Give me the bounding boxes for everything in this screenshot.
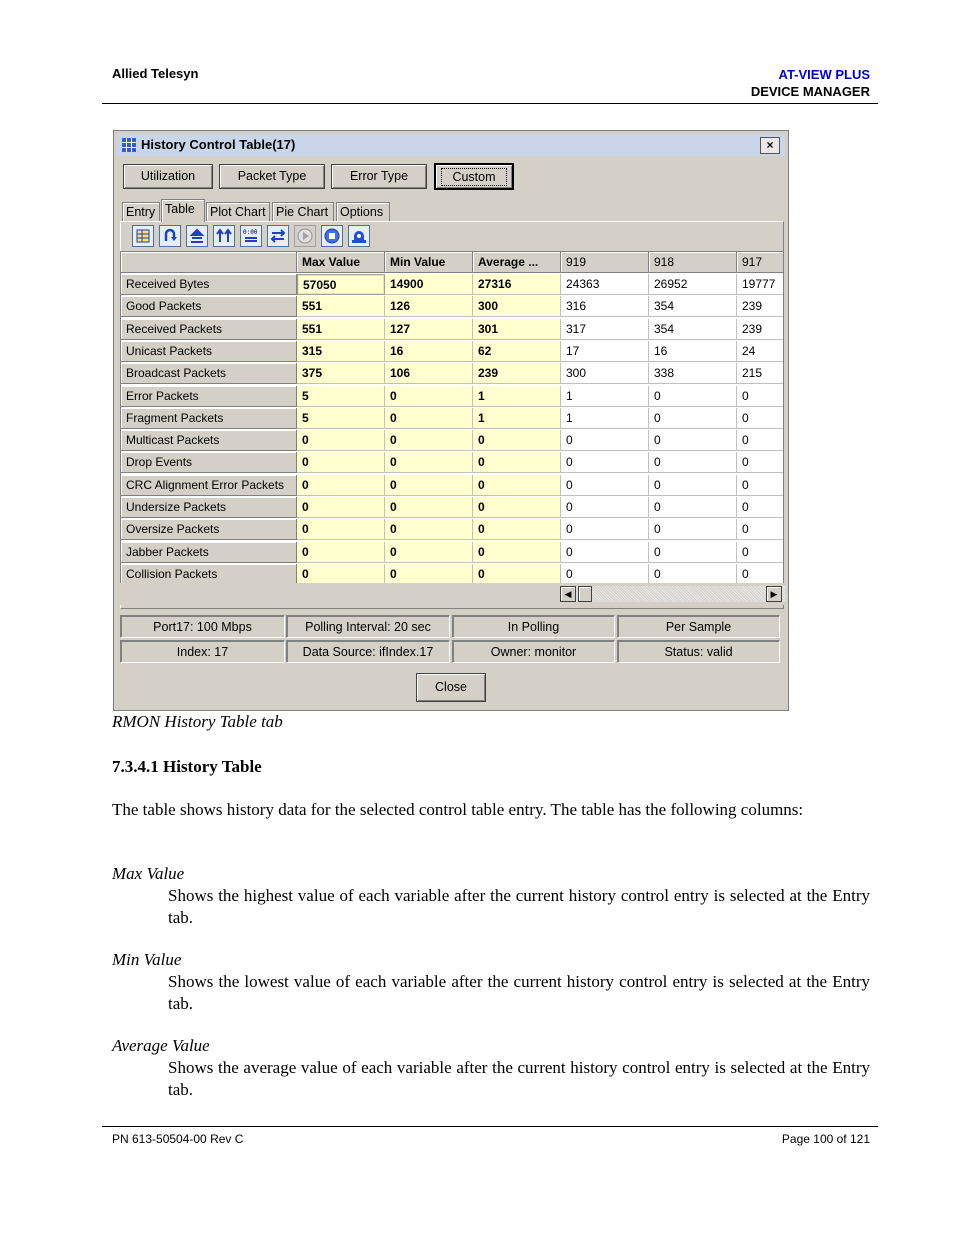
definition-text: Shows the lowest value of each variable after the current history control entry is selected at the Entry tab. xyxy=(168,972,870,1013)
stat-cell[interactable]: 0 xyxy=(473,564,561,585)
column-header[interactable]: Min Value xyxy=(385,252,473,273)
row-label[interactable]: Drop Events xyxy=(121,452,297,473)
sample-cell[interactable]: 1 xyxy=(561,408,649,429)
sample-cell[interactable]: 19777 xyxy=(737,274,784,295)
scroll-track[interactable] xyxy=(560,586,786,602)
close-icon[interactable]: × xyxy=(760,137,780,154)
sample-cell[interactable]: 0 xyxy=(737,408,784,429)
sort-icon[interactable] xyxy=(213,225,235,247)
stat-cell[interactable]: 0 xyxy=(385,564,473,585)
sample-cell[interactable]: 316 xyxy=(561,296,649,317)
stat-cell[interactable]: 5 xyxy=(297,386,385,407)
column-header[interactable]: 917 xyxy=(737,252,784,273)
stat-cell[interactable]: 0 xyxy=(385,430,473,451)
scroll-thumb[interactable] xyxy=(578,586,592,602)
sample-cell[interactable]: 0 xyxy=(649,430,737,451)
section-heading: 7.3.4.1 History Table xyxy=(112,757,262,776)
stop-icon[interactable] xyxy=(321,225,343,247)
sample-cell[interactable]: 338 xyxy=(649,363,737,384)
sample-cell[interactable]: 24 xyxy=(737,341,784,362)
header-rule xyxy=(102,103,878,104)
sample-cell[interactable]: 239 xyxy=(737,319,784,340)
stat-cell[interactable]: 1 xyxy=(473,386,561,407)
stat-cell[interactable]: 0 xyxy=(297,542,385,563)
stat-cell[interactable]: 0 xyxy=(385,497,473,518)
company-name: Allied Telesyn xyxy=(112,66,199,81)
stat-cell[interactable]: 126 xyxy=(385,296,473,317)
stat-cell[interactable]: 0 xyxy=(297,452,385,473)
sample-cell[interactable]: 0 xyxy=(649,564,737,585)
sample-cell[interactable]: 17 xyxy=(561,341,649,362)
tab-plot-chart[interactable]: Plot Chart xyxy=(206,202,270,221)
stat-cell[interactable]: 0 xyxy=(385,475,473,496)
row-label[interactable]: Collision Packets xyxy=(121,564,297,585)
status-data-source: Data Source: ifIndex.17 xyxy=(286,640,450,663)
sample-cell[interactable]: 0 xyxy=(737,452,784,473)
sample-cell[interactable]: 239 xyxy=(737,296,784,317)
history-control-dialog xyxy=(113,130,789,711)
product-name: AT-VIEW PLUS xyxy=(778,67,870,82)
stat-cell[interactable]: 27316 xyxy=(473,274,561,295)
tab-table[interactable]: Table xyxy=(161,199,205,222)
tab-pie-chart[interactable]: Pie Chart xyxy=(272,202,334,221)
table-icon xyxy=(121,137,137,153)
custom-button[interactable] xyxy=(434,163,514,190)
custom-button-label: Custom xyxy=(441,168,506,186)
footer-rule xyxy=(102,1126,878,1127)
sample-cell[interactable]: 0 xyxy=(561,475,649,496)
svg-text:0:00: 0:00 xyxy=(243,229,258,236)
swap-icon[interactable] xyxy=(267,225,289,247)
tab-options[interactable]: Options xyxy=(336,202,390,221)
sample-cell[interactable]: 0 xyxy=(737,542,784,563)
sample-cell[interactable]: 0 xyxy=(737,497,784,518)
scroll-left-icon[interactable]: ◀ xyxy=(560,586,576,602)
stat-cell[interactable]: 551 xyxy=(297,296,385,317)
sample-cell[interactable]: 0 xyxy=(649,519,737,540)
row-label[interactable]: Broadcast Packets xyxy=(121,363,297,384)
status-bar xyxy=(120,615,784,665)
definition-term: Min Value xyxy=(112,950,182,969)
stat-cell[interactable]: 0 xyxy=(385,519,473,540)
row-label[interactable]: Jabber Packets xyxy=(121,542,297,563)
stat-cell[interactable]: 300 xyxy=(473,296,561,317)
module-name: DEVICE MANAGER xyxy=(750,84,870,99)
header-product xyxy=(751,66,870,100)
stat-cell[interactable]: 0 xyxy=(297,497,385,518)
stat-cell[interactable]: 0 xyxy=(297,519,385,540)
column-header[interactable]: 919 xyxy=(561,252,649,273)
stat-cell[interactable]: 0 xyxy=(473,497,561,518)
stat-cell[interactable]: 5 xyxy=(297,408,385,429)
export-icon[interactable] xyxy=(186,225,208,247)
sample-cell[interactable]: 0 xyxy=(561,542,649,563)
status-polling-interval: Polling Interval: 20 sec xyxy=(286,615,450,638)
corner-header xyxy=(121,252,297,273)
stat-cell[interactable]: 57050 xyxy=(297,274,385,295)
sample-cell[interactable]: 0 xyxy=(737,475,784,496)
row-label[interactable]: Oversize Packets xyxy=(121,519,297,540)
sample-cell[interactable]: 0 xyxy=(649,497,737,518)
stat-cell[interactable]: 0 xyxy=(473,452,561,473)
stat-cell[interactable]: 14900 xyxy=(385,274,473,295)
column-header[interactable]: 918 xyxy=(649,252,737,273)
history-table xyxy=(120,251,784,585)
stat-cell[interactable]: 0 xyxy=(473,542,561,563)
intro-paragraph: The table shows history data for the selected control table entry. The table has the following columns: xyxy=(112,800,804,819)
stat-cell[interactable]: 315 xyxy=(297,341,385,362)
figure-caption: RMON History Table tab xyxy=(112,712,283,731)
stat-cell[interactable]: 0 xyxy=(385,386,473,407)
stat-cell[interactable]: 0 xyxy=(385,452,473,473)
definition-text: Shows the average value of each variable after the current history control entry is selected at the Entry tab. xyxy=(168,1058,870,1099)
stat-cell[interactable]: 551 xyxy=(297,319,385,340)
row-label[interactable]: Error Packets xyxy=(121,386,297,407)
sample-cell[interactable]: 0 xyxy=(649,408,737,429)
stat-cell[interactable]: 0 xyxy=(473,475,561,496)
part-number: PN 613-50504-00 Rev C xyxy=(112,1132,244,1146)
stat-cell[interactable]: 0 xyxy=(473,430,561,451)
status-sample-mode: Per Sample xyxy=(617,615,780,638)
sample-cell[interactable]: 215 xyxy=(737,363,784,384)
sample-cell[interactable]: 0 xyxy=(649,475,737,496)
stat-cell[interactable]: 0 xyxy=(385,408,473,429)
timer-icon[interactable] xyxy=(240,225,262,247)
sample-cell[interactable]: 300 xyxy=(561,363,649,384)
sample-cell[interactable]: 0 xyxy=(561,430,649,451)
sample-cell[interactable]: 26952 xyxy=(649,274,737,295)
status-valid: Status: valid xyxy=(617,640,780,663)
stat-cell[interactable]: 106 xyxy=(385,363,473,384)
horizontal-scrollbar[interactable] xyxy=(120,583,784,605)
stat-cell[interactable]: 239 xyxy=(473,363,561,384)
column-header[interactable]: Max Value xyxy=(297,252,385,273)
dialog-title: History Control Table(17) xyxy=(141,137,296,152)
sample-cell[interactable]: 24363 xyxy=(561,274,649,295)
sample-cell[interactable]: 317 xyxy=(561,319,649,340)
row-label[interactable]: Received Packets xyxy=(121,319,297,340)
error-type-button[interactable]: Error Type xyxy=(331,164,427,189)
stat-cell[interactable]: 0 xyxy=(297,430,385,451)
refresh-icon[interactable] xyxy=(159,225,181,247)
row-label[interactable]: Unicast Packets xyxy=(121,341,297,362)
stat-cell[interactable]: 0 xyxy=(297,564,385,585)
definition-text: Shows the highest value of each variable after the current history control entry is selected at the Entry tab. xyxy=(168,886,870,927)
play-icon[interactable] xyxy=(294,225,316,247)
close-button[interactable]: Close xyxy=(416,673,486,702)
sample-cell[interactable]: 0 xyxy=(649,386,737,407)
alarm-icon[interactable] xyxy=(348,225,370,247)
definition-term: Max Value xyxy=(112,864,185,883)
packet-type-button[interactable]: Packet Type xyxy=(219,164,325,189)
stat-cell[interactable]: 0 xyxy=(297,475,385,496)
scroll-right-icon[interactable]: ▶ xyxy=(766,586,782,602)
status-index: Index: 17 xyxy=(120,640,285,663)
title-bar[interactable] xyxy=(117,134,785,156)
sample-cell[interactable]: 0 xyxy=(737,564,784,585)
stat-cell[interactable]: 62 xyxy=(473,341,561,362)
sample-cell[interactable]: 354 xyxy=(649,319,737,340)
row-label[interactable]: Good Packets xyxy=(121,296,297,317)
stat-cell[interactable]: 1 xyxy=(473,408,561,429)
row-label[interactable]: Multicast Packets xyxy=(121,430,297,451)
row-label[interactable]: CRC Alignment Error Packets xyxy=(121,475,297,496)
sample-cell[interactable]: 0 xyxy=(649,452,737,473)
stat-cell[interactable]: 301 xyxy=(473,319,561,340)
sample-cell[interactable]: 0 xyxy=(561,452,649,473)
sample-cell[interactable]: 0 xyxy=(649,542,737,563)
status-port: Port17: 100 Mbps xyxy=(120,615,285,638)
column-header[interactable]: Average ... xyxy=(473,252,561,273)
grid-icon[interactable] xyxy=(132,225,154,247)
sample-cell[interactable]: 0 xyxy=(737,386,784,407)
sample-cell[interactable]: 0 xyxy=(737,430,784,451)
tab-entry[interactable]: Entry xyxy=(122,202,160,221)
status-polling-state: In Polling xyxy=(452,615,615,638)
sample-cell[interactable]: 354 xyxy=(649,296,737,317)
sample-cell[interactable]: 0 xyxy=(561,519,649,540)
status-owner: Owner: monitor xyxy=(452,640,615,663)
sample-cell[interactable]: 0 xyxy=(737,519,784,540)
sample-cell[interactable]: 0 xyxy=(561,497,649,518)
stat-cell[interactable]: 375 xyxy=(297,363,385,384)
sample-cell[interactable]: 1 xyxy=(561,386,649,407)
stat-cell[interactable]: 0 xyxy=(473,519,561,540)
sample-cell[interactable]: 0 xyxy=(561,564,649,585)
utilization-button[interactable]: Utilization xyxy=(123,164,213,189)
stat-cell[interactable]: 0 xyxy=(385,542,473,563)
definition-term: Average Value xyxy=(112,1036,210,1055)
stat-cell[interactable]: 127 xyxy=(385,319,473,340)
row-label[interactable]: Undersize Packets xyxy=(121,497,297,518)
row-label[interactable]: Fragment Packets xyxy=(121,408,297,429)
sample-cell[interactable]: 16 xyxy=(649,341,737,362)
page-number: Page 100 of 121 xyxy=(781,1132,870,1146)
stat-cell[interactable]: 16 xyxy=(385,341,473,362)
row-label[interactable]: Received Bytes xyxy=(121,274,297,295)
